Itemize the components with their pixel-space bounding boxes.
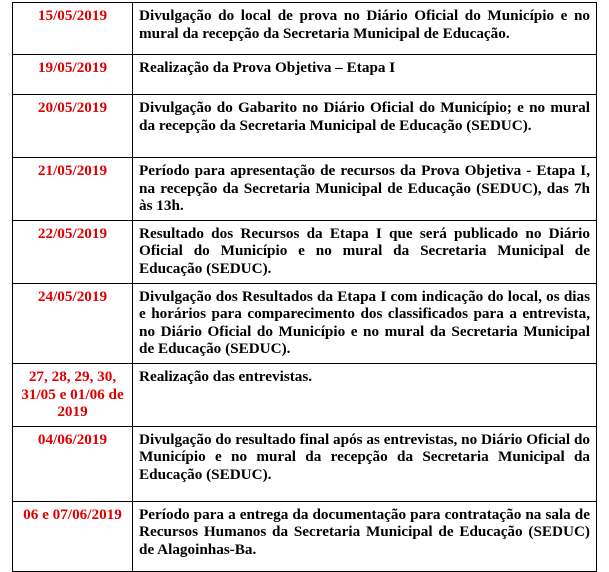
date-cell: 21/05/2019	[13, 158, 133, 221]
description-cell: Realização da Prova Objetiva – Etapa I	[133, 55, 597, 95]
table-row	[13, 3, 597, 55]
description-cell: Divulgação dos Resultados da Etapa I com indicação do local, os dias e horários para comparecimento dos classificados para a entrevista, no Diário Oficial do Município e no mural da Secretaria Municipal de Educação (SEDUC).	[133, 283, 597, 363]
table-row	[13, 501, 597, 571]
table-row	[13, 283, 597, 363]
table-row	[13, 95, 597, 158]
description-cell: Divulgação do local de prova no Diário Oficial do Município e no mural da recepção da Secretaria Municipal de Educação.	[133, 3, 597, 55]
description-cell: Resultado dos Recursos da Etapa I que será publicado no Diário Oficial do Município e no mural da Secretaria Municipal de Educação (SEDUC).	[133, 220, 597, 283]
date-cell: 06 e 07/06/2019	[13, 501, 133, 571]
description-cell: Realização das entrevistas.	[133, 363, 597, 426]
table-row	[13, 426, 597, 501]
date-cell: 20/05/2019	[13, 95, 133, 158]
description-cell: Divulgação do resultado final após as entrevistas, no Diário Oficial do Município e no mural da recepção da Secretaria Municipal da Educação (SEDUC).	[133, 426, 597, 501]
table-row	[13, 158, 597, 221]
description-cell: Divulgação do Gabarito no Diário Oficial do Município; e no mural da recepção da Secretaria Municipal de Educação (SEDUC).	[133, 95, 597, 158]
description-cell: Período para a entrega da documentação para contratação na sala de Recursos Humanos da Secretaria Municipal de Educação (SEDUC) de Alagoinhas-Ba.	[133, 501, 597, 571]
date-cell: 22/05/2019	[13, 220, 133, 283]
date-cell: 19/05/2019	[13, 55, 133, 95]
date-cell: 04/06/2019	[13, 426, 133, 501]
table-row	[13, 220, 597, 283]
date-cell: 27, 28, 29, 30, 31/05 e 01/06 de 2019	[13, 363, 133, 426]
description-cell: Período para apresentação de recursos da Prova Objetiva - Etapa I, na recepção da Secretaria Municipal de Educação (SEDUC), das 7h às 13h.	[133, 158, 597, 221]
date-cell: 24/05/2019	[13, 283, 133, 363]
table-row	[13, 363, 597, 426]
table-row	[13, 55, 597, 95]
schedule-table	[12, 2, 597, 572]
date-cell: 15/05/2019	[13, 3, 133, 55]
